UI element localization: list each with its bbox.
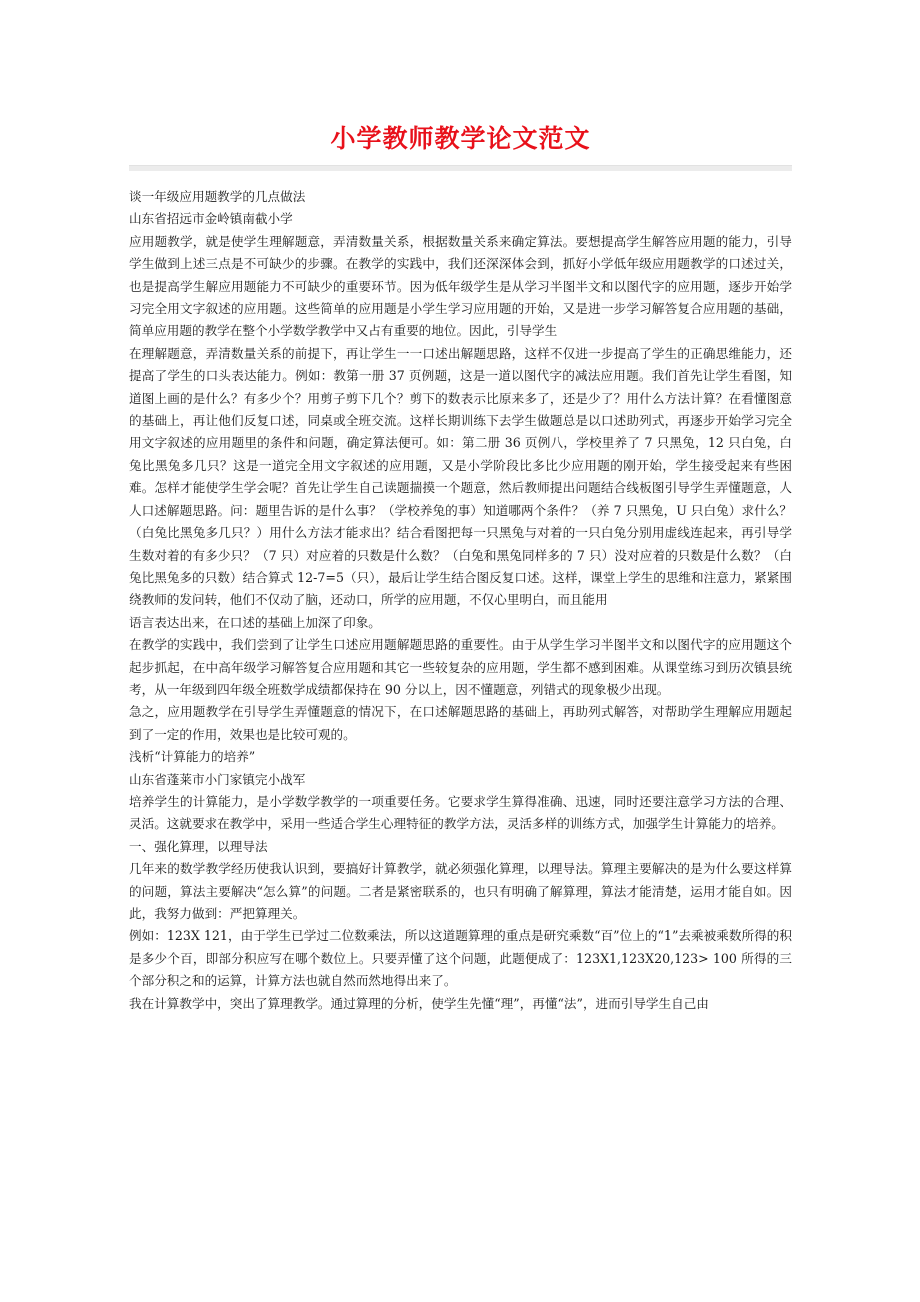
body-paragraph: 应用题教学，就是使学生理解题意，弄清数量关系，根据数量关系来确定算法。要想提高学生解答应用题的能力，引导学生做到上述三点是不可缺少的步骤。在教学的实践中，我们还深深体会到，抓好小学低年级应用题教学的口述过关，也是提高学生解应用题能力不可缺少的重要环节。因为低年级学生是从学习半图半文和以图代字的应用题，逐步开始学习完全用文字叙述的应用题。这些简单的应用题是小学生学习应用题的开始，又是进一步学习解答复合应用题的基础，简单应用题的教学在整个小学数学教学中又占有重要的地位。因此，引导学生 [129, 233, 792, 339]
body-paragraph: 急之，应用题教学在引导学生弄懂题意的情况下，在口述解题思路的基础上，再助列式解答，对帮助学生理解应用题起到了一定的作用，效果也是比较可观的。 [129, 704, 792, 742]
article-1-author: 山东省招远市金岭镇南截小学 [129, 211, 293, 227]
title-divider [129, 165, 792, 171]
article-2-author: 山东省蓬莱市小门家镇完小战军 [129, 771, 306, 787]
body-paragraph: 我在计算教学中，突出了算理教学。通过算理的分析，使学生先懂“理”，再懂“法”，进而引导学生自己由 [129, 995, 709, 1011]
body-paragraph: 在理解题意，弄清数量关系的前提下，再让学生一一口述出解题思路，这样不仅进一步提高了学生的正确思维能力，还提高了学生的口头表达能力。例如：教第一册 37 页例题，这是一道以图代字的减法应用题。我们首先让学生看图，知道图上画的是什么？有多少个？用剪子剪下几个？剪下的数表示比原来多了，还是少了？用什么方法计算？在看懂图意的基础上，再让他们反复口述，同桌或全班交流。这样长期训练下去学生做题总是以口述助列式，再逐步开始学习完全用文字叙述的应用题里的条件和问题，确定算法便可。如：第二册 36 页例八，学校里养了 7 只黑兔，12 只白兔，白兔比黑兔多几只？这是一道完全用文字叙述的应用题，又是小学阶段比多比少应用题的刚开始，学生接受起来有些困难。怎样才能使学生学会呢？首先让学生自己读题揣摸一个题意，然后教师提出问题结合线板图引导学生弄懂题意，人人口述解题思路。问：题里告诉的是什么事？（学校养兔的事）知道哪两个条件？（养 7 只黑兔，U 只白兔）求什么？（白兔比黑兔多几只？）用什么方法才能求出？结合看图把每一只黑兔与对着的一只白兔分别用虚线连起来，再引导学生数对着的有多少只？（7 只）对应着的只数是什么数？（白兔和黑兔同样多的 7 只）没对应着的只数是什么数？（白兔比黑兔多的只数）结合算式 12-7=5（只），最后让学生结合图反复口述。这样，课堂上学生的思维和注意力，紧紧围绕教师的发问转，他们不仅动了脑，还动口，所学的应用题，不仅心里明白，而且能用 [129, 345, 792, 608]
article-2-title: 浅析“计算能力的培养” [129, 749, 256, 765]
body-paragraph: 在教学的实践中，我们尝到了让学生口述应用题解题思路的重要性。由于从学生学习半图半文和以图代字的应用题这个起步抓起，在中高年级学习解答复合应用题和其它一些较复杂的应用题，学生都不感到困难。从课堂练习到历次镇县统考，从一年级到四年级全班数学成绩都保持在 90 分以上，因不懂题意，列错式的现象极少出现。 [129, 637, 792, 697]
document-body [129, 186, 792, 1015]
section-heading: 一、强化算理，以理导法 [129, 838, 268, 854]
document-title: 小学教师教学论文范文 [330, 124, 591, 153]
document-page [129, 0, 792, 1015]
body-paragraph: 培养学生的计算能力，是小学数学教学的一项重要任务。它要求学生算得准确、迅速，同时还要注意学习方法的合理、灵活。这就要求在教学中，采用一些适合学生心理特征的教学方法，灵活多样的训练方式，加强学生计算能力的培养。 [129, 793, 792, 832]
body-paragraph: 例如：123X 121，由于学生已学过二位数乘法，所以这道题算理的重点是研究乘数“百”位上的“1”去乘被乘数所得的积是多少个百，即部分积应写在哪个数位上。只要弄懂了这个问题，此题便成了：123X1,123X20,123> 100 所得的三个部分积之和的运算，计算方法也就自然而然地得出来了。 [129, 928, 792, 989]
body-paragraph: 语言表达出来，在口述的基础上加深了印象。 [129, 614, 381, 630]
body-paragraph: 几年来的数学教学经历使我认识到，要搞好计算教学，就必须强化算理，以理导法。算理主要解决的是为什么要这样算的问题，算法主要解决“怎么算”的问题。二者是紧密联系的，也只有明确了解算理，算法才能清楚，运用才能自如。因此，我努力做到：严把算理关。 [129, 861, 792, 921]
article-1-title: 谈一年级应用题教学的几点做法 [129, 189, 306, 204]
